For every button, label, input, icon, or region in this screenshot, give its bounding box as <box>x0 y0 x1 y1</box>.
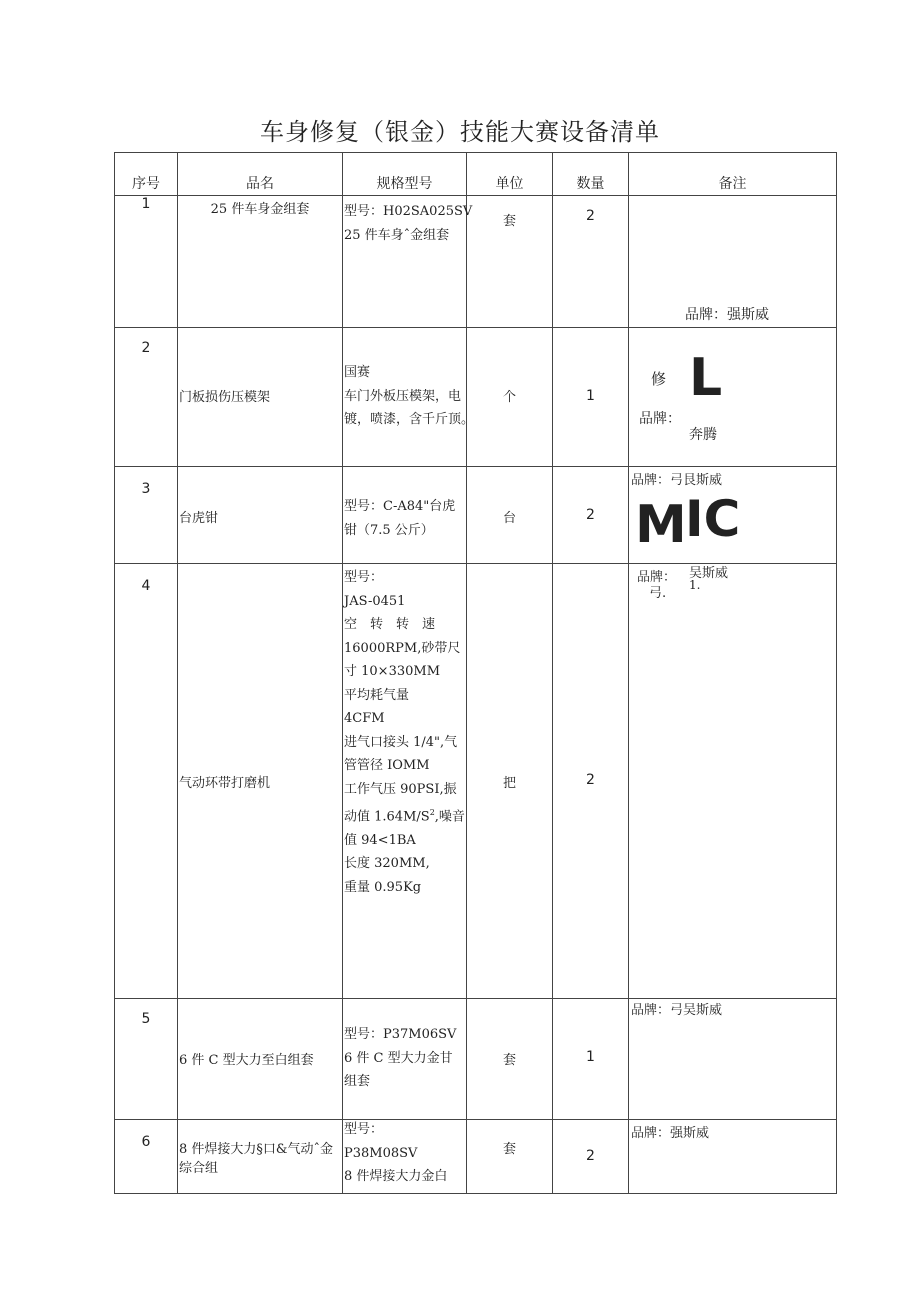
item-name-text: 6 件 C 型大力至白组套 <box>179 1053 314 1068</box>
row-number: 3 <box>115 467 178 564</box>
item-name-text: 气动环带打磨机 <box>179 776 271 791</box>
row-number: 2 <box>115 328 178 467</box>
item-spec <box>343 999 467 1120</box>
item-name-text: 综合组 <box>179 1161 219 1176</box>
header-note: 备注 <box>629 153 837 196</box>
item-name <box>178 999 343 1120</box>
spec-line: 寸 10×330MM <box>344 664 441 679</box>
header-no: 序号 <box>115 153 178 196</box>
unit-text: 套 <box>502 214 516 229</box>
item-qty: 2 <box>553 467 629 564</box>
item-name <box>178 1120 343 1194</box>
note-big-letter: M <box>635 495 687 555</box>
row-number: 6 <box>115 1120 178 1194</box>
item-spec <box>343 328 475 467</box>
note-text-b: 品牌： <box>639 411 681 427</box>
item-qty: 2 <box>553 564 629 999</box>
item-note <box>629 564 837 999</box>
spec-line: 车门外板压模架，电 <box>344 388 462 404</box>
spec-line: 型号：P37M06SV <box>344 1027 457 1042</box>
spec-line: 国赛 <box>344 365 371 380</box>
item-note <box>629 467 837 564</box>
row-number: 4 <box>115 564 178 999</box>
item-spec <box>343 467 467 564</box>
header-name: 品名 <box>178 153 343 196</box>
note-text-c: 奔腾 <box>689 427 717 443</box>
header-spec: 规格型号 <box>343 153 467 196</box>
table-row <box>115 999 837 1120</box>
spec-line: 镀，喷漆，含千斤顶。 <box>344 412 475 427</box>
item-qty: 1 <box>553 999 629 1120</box>
note-brand: 品牌：强斯威 <box>685 307 769 323</box>
item-unit <box>467 564 553 999</box>
note-big-letters: IC <box>685 490 741 548</box>
item-unit <box>467 1120 553 1194</box>
spec-text: ,噪音 <box>434 809 465 825</box>
item-name-text: 台虎钳 <box>179 511 219 526</box>
spec-line: 16000RPM,砂带尺 <box>344 640 461 656</box>
item-unit <box>467 467 553 564</box>
item-qty: 2 <box>553 1120 629 1194</box>
spec-line: 值 94<1BA <box>344 832 416 848</box>
item-name <box>178 196 343 328</box>
spec-superscript: 2 <box>429 808 435 817</box>
spec-line: 8 件焊接大力金白 <box>344 1169 448 1184</box>
table-row <box>115 196 837 328</box>
spec-line: 4CFM <box>344 711 385 726</box>
unit-text: 套 <box>502 1142 516 1157</box>
item-name-text: 25 件车身金组套 <box>210 202 310 217</box>
note-brand: 品牌：强斯威 <box>631 1126 710 1141</box>
item-note <box>629 328 837 467</box>
item-unit <box>467 196 553 328</box>
table-row <box>115 1120 837 1194</box>
table-header-row <box>115 153 837 196</box>
unit-text: 台 <box>502 511 516 526</box>
note-text-d: 1. <box>689 578 701 592</box>
item-spec <box>343 564 467 999</box>
item-name <box>178 328 343 467</box>
spec-line: JAS-0451 <box>344 593 406 609</box>
item-name-text: 8 件焊接大力§口&气动ˆ金 <box>179 1142 333 1157</box>
item-unit <box>467 328 553 467</box>
item-name <box>178 564 343 999</box>
spec-line: 平均耗气量 <box>344 687 410 703</box>
spec-line: 空 转 转 速 <box>344 617 436 632</box>
spec-line: 钳（7.5 公斤） <box>344 522 434 538</box>
item-note <box>629 999 837 1120</box>
spec-line: 长度 320MM, <box>344 856 430 872</box>
spec-line: 工作气压 90PSI,振 <box>344 781 457 797</box>
note-text-a: 品牌： <box>637 570 677 585</box>
spec-line: 重量 0.95Kg <box>344 879 422 895</box>
item-spec <box>343 196 473 328</box>
header-unit: 单位 <box>467 153 553 196</box>
spec-line: 管管径 IOMM <box>344 758 430 773</box>
item-spec <box>343 1120 467 1194</box>
equipment-table <box>114 152 837 1194</box>
spec-line: 6 件 C 型大力金甘 <box>344 1050 453 1066</box>
spec-line: 进气口接头 1/4",气 <box>344 734 458 750</box>
item-unit <box>467 999 553 1120</box>
item-name-text: 门板损伤压模架 <box>179 390 271 405</box>
item-note <box>629 196 837 328</box>
note-text-b: 吴斯威 <box>689 566 729 581</box>
spec-line <box>343 801 466 829</box>
item-note <box>629 1120 837 1194</box>
note-brand: 品牌：弓艮斯威 <box>631 473 723 488</box>
table-row <box>115 328 837 467</box>
note-brand: 品牌：弓吴斯威 <box>631 1003 723 1018</box>
note-big-letter: L <box>689 348 723 408</box>
row-number: 1 <box>115 196 178 328</box>
item-qty: 1 <box>553 328 629 467</box>
spec-line: 型号： <box>344 1122 384 1137</box>
row-number: 5 <box>115 999 178 1120</box>
header-qty: 数量 <box>553 153 629 196</box>
page-title: 车身修复（银金）技能大赛设备清单 <box>260 118 660 146</box>
table-row <box>115 564 837 999</box>
unit-text: 把 <box>502 776 516 791</box>
spec-line: P38M08SV <box>344 1145 418 1161</box>
table-row <box>115 467 837 564</box>
item-qty: 2 <box>553 196 629 328</box>
spec-line: 组套 <box>344 1074 371 1089</box>
unit-text: 个 <box>502 390 516 405</box>
spec-line: 型号：C-A84"台虎 <box>344 499 456 514</box>
unit-text: 套 <box>502 1053 516 1068</box>
spec-line: 型号： <box>344 570 384 585</box>
note-text-a: 修 <box>651 370 667 388</box>
spec-text: 动值 1.64M/S <box>344 809 430 825</box>
spec-line: 型号：H02SA025SV <box>344 204 473 219</box>
item-name <box>178 467 343 564</box>
spec-line: 25 件车身ˆ金组套 <box>344 227 450 243</box>
note-text-c: 弓. <box>649 586 667 601</box>
